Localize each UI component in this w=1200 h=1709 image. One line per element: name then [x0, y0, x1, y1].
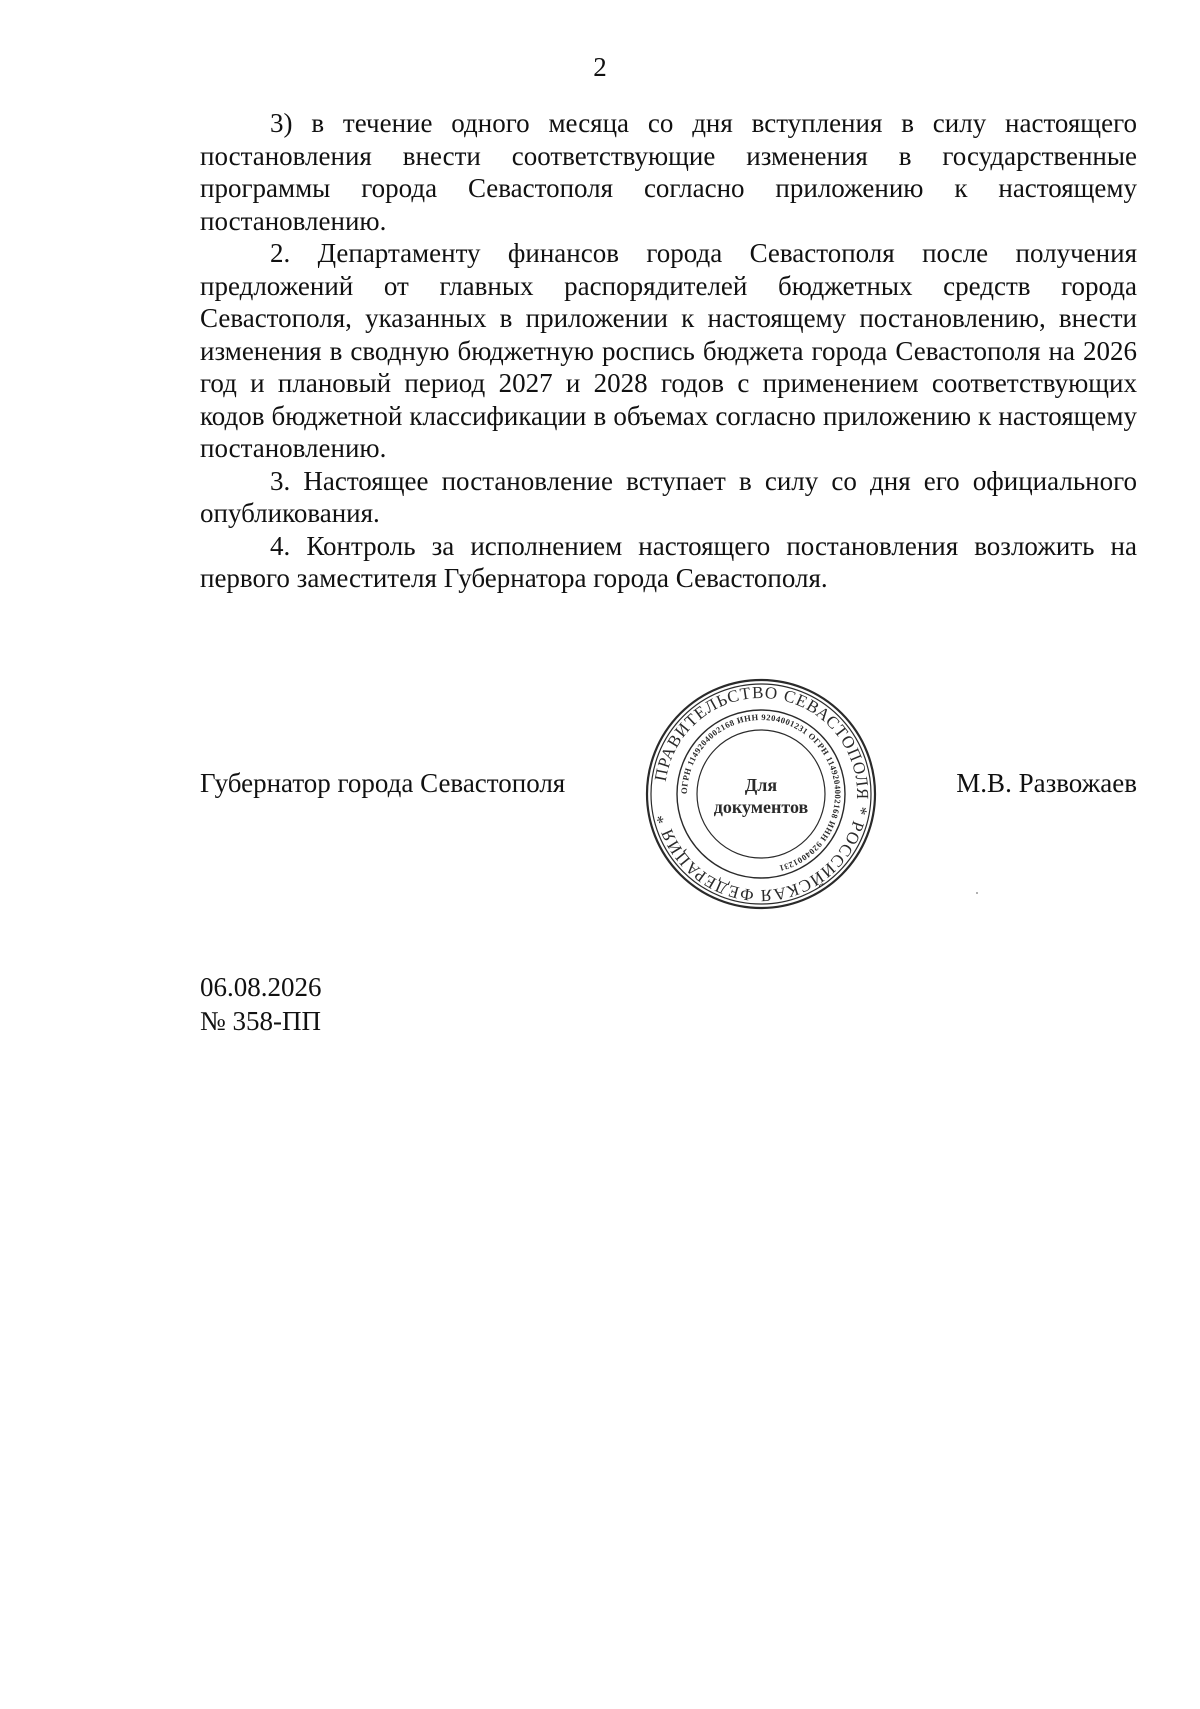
seal-center-line-1: Для: [744, 775, 778, 795]
page-number: 2: [593, 52, 607, 82]
paragraph-point-2: 2. Департаменту финансов города Севастополя после получения предложений от главных распорядителей бюджетных средств города Севастополя, указанных в приложении к настоящему постановлению, внести изменения в сводную бюджетную роспись бюджета города Севастополя на 2026 год и плановый период 2027 и 2028 годов с применением соответствующих кодов бюджетной классификации в объемах согласно приложению к настоящему постановлению.: [200, 238, 1137, 463]
signatory-name: М.В. Развожаев: [956, 768, 1137, 798]
scan-speck: [976, 892, 978, 894]
official-seal-stamp: [643, 676, 879, 912]
seal-center-line-2: документов: [713, 797, 809, 817]
paragraph-point-3: 3. Настоящее постановление вступает в силу со дня его официального опубликования.: [200, 465, 1137, 528]
document-date: 06.08.2026: [200, 972, 322, 1002]
paragraph-item-3: 3) в течение одного месяца со дня вступления в силу настоящего постановления внести соответствующие изменения в государственные программы города Севастополя согласно приложению к настоящему постановлению.: [200, 108, 1137, 236]
paragraph-point-4: 4. Контроль за исполнением настоящего постановления возложить на первого заместителя Губернатора города Севастополя.: [200, 530, 1137, 593]
seal-outer-text: ПРАВИТЕЛЬСТВО СЕВАСТОПОЛЯ * РОССИЙСКАЯ ФЕДЕРАЦИЯ *: [650, 682, 873, 906]
document-number: № 358-ПП: [200, 1006, 321, 1036]
signatory-position: Губернатор города Севастополя: [200, 768, 566, 798]
seal-graphic: [643, 676, 879, 912]
document-body: [200, 107, 1137, 595]
seal-inner-text: ОГРН 1149204002168 ИНН 9204001231 ОГРН 1149204002168 ИНН 9204001231: [678, 711, 844, 874]
